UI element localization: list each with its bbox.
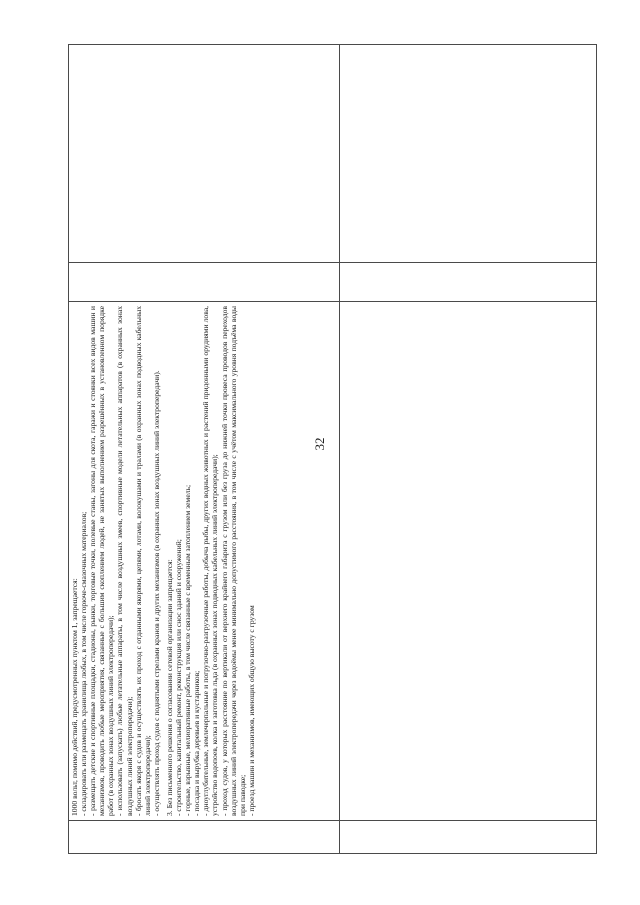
paragraph: - использовать (запускать) любые летательные аппараты, в том числе воздушных змеев, спортивные модели летательных аппаратов (в охранных зонах воздушных линий электропередачи); xyxy=(115,306,134,816)
paragraph: - проезд машин и механизмов, имеющих общую высоту с грузом xyxy=(246,605,256,816)
paragraph: - горные, взрывные, мелиоративные работы, в том числе связанные с временным затоплением земель; xyxy=(183,484,193,816)
table-row-divider-top xyxy=(69,262,596,263)
paragraph: - посадка и вырубка деревьев и кустарников; xyxy=(192,670,202,816)
paragraph: - дноуглубительные, землечерпальные и погрузочно-разгрузочные работы, добыча рыбы, других водных животных и растений придонными орудиями лова, устройство водопоев, колка и заготовка льда (в охранных зонах подводных кабельных линий электропередачи); xyxy=(201,306,220,816)
rotated-text-block xyxy=(69,302,338,820)
paragraph: - складировать или размещать хранилища любых, в том числе горюче-смазочных материалов; xyxy=(79,511,89,816)
table-cell-content xyxy=(69,302,338,820)
paragraph: - осуществлять проход судов с поднятыми стрелами кранов и других механизмов (в охранных зонах воздушных линий электропередачи). xyxy=(151,370,161,816)
paragraph: - строительство, капитальный ремонт, реконструкция или снос зданий и сооружений; xyxy=(174,539,184,816)
table-column-divider xyxy=(339,45,340,853)
page-number: 32 xyxy=(312,437,327,451)
table-row-divider-bottom xyxy=(69,820,596,821)
paragraph: 3. Без письменного решения о согласовании сетевой организации запрещается: xyxy=(164,559,174,816)
paragraph: - проход судов, у которых расстояние по вертикали от верхнего крайнего габарита с грузом или без груза до нижней точки провеса проводов переходов воздушных линий электропередачи через водоёмы менее минимально допустимого расстояния, в том числе с учётом максимального уровня подъёма воды при паводке; xyxy=(219,306,247,816)
paragraph: 1000 вольт, помимо действий, предусмотренных пунктом 1, запрещается: xyxy=(70,578,79,816)
paragraph: - размещать детские и спортивные площадки, стадионы, рынки, торговые точки, полевые станы, загоны для скота, гаражи и стоянки всех видов машин и механизмов, проводить любые мероприятия, связанные с большим скоплением людей, не занятых выполнением разрешённых в установленном порядке работ (в охранных зонах воздушных линий электропередачи); xyxy=(88,306,116,816)
paragraph: - бросать якоря с судов и осуществлять их проход с отданными якорями, цепями, лотами, волокушами и тралами (в охранных зонах подводных кабельных линий электропередачи); xyxy=(133,306,152,816)
